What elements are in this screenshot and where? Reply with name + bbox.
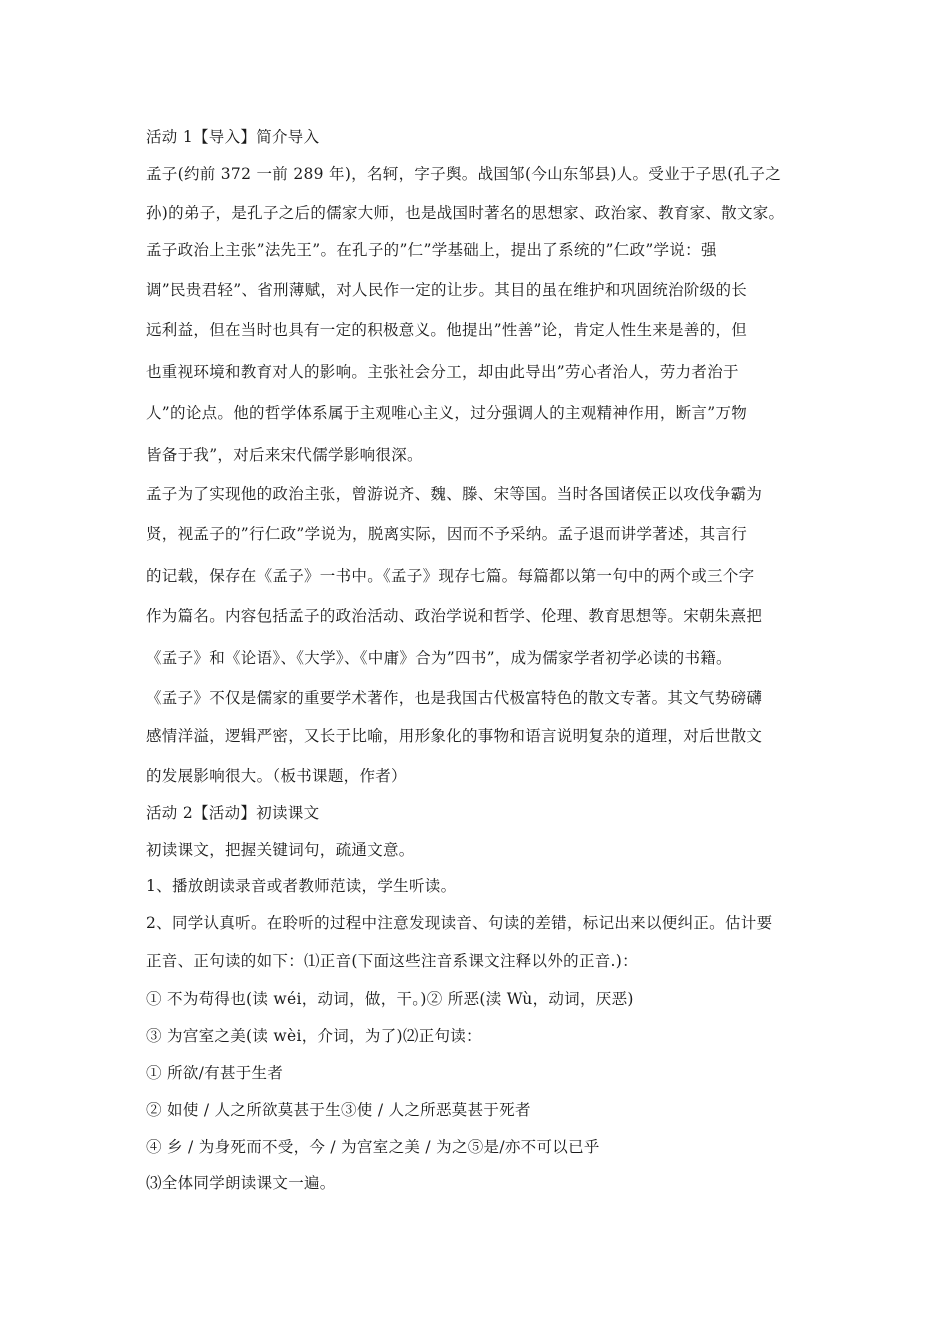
paragraph-line: 孟子为了实现他的政治主张，曾游说齐、魏、滕、宋等国。当时各国诸侯正以攻伐争霸为 [146, 485, 763, 503]
list-item: ⑶全体同学朗读课文一遍。 [146, 1174, 336, 1192]
paragraph-line: 1、播放朗读录音或者教师范读，学生听读。 [146, 877, 457, 895]
paragraph-line: 孟子(约前 372 一前 289 年)，名轲，字子舆。战国邹(今山东邹县)人。受业于子思(孔子之 [146, 165, 782, 183]
paragraph-line: 2、同学认真听。在聆听的过程中注意发现读音、句读的差错，标记出来以便纠正。估计要 [146, 914, 773, 932]
paragraph-line: 贤，视孟子的”行仁政”学说为，脱离实际，因而不予采纳。孟子退而讲学著述，其言行 [146, 525, 748, 543]
paragraph-line: 皆备于我”，对后来宋代儒学影响很深。 [146, 446, 423, 464]
paragraph-line: 人”的论点。他的哲学体系属于主观唯心主义，过分强调人的主观精神作用，断言”万物 [146, 404, 748, 422]
paragraph-line: 正音、正句读的如下：⑴正音(下面这些注音系课文注释以外的正音.)： [146, 952, 638, 970]
list-item: ④ 乡 / 为身死而不受，今 / 为宫室之美 / 为之⑤是/亦不可以已乎 [146, 1138, 600, 1156]
paragraph-line: 初读课文，把握关键词句，疏通文意。 [146, 841, 415, 859]
paragraph-line: 感情洋溢，逻辑严密，又长于比喻，用形象化的事物和语言说明复杂的道理，对后世散文 [146, 727, 763, 745]
heading-activity-2: 活动 2【活动】初读课文 [146, 804, 320, 822]
paragraph-line: 远利益，但在当时也具有一定的积极意义。他提出”性善”论，肯定人性生来是善的，但 [146, 321, 748, 339]
paragraph-line: 也重视环境和教育对人的影响。主张社会分工，却由此导出”劳心者治人，劳力者治于 [146, 363, 739, 381]
heading-activity-1: 活动 1【导入】简介导入 [146, 128, 320, 146]
paragraph-line: 《孟子》不仅是儒家的重要学术著作，也是我国古代极富特色的散文专著。其文气势磅礴 [146, 689, 763, 707]
paragraph-line: 孟子政治上主张”法先王”。在孔子的”仁”学基础上，提出了系统的”仁政”学说：强 [146, 241, 717, 259]
paragraph-line: 作为篇名。内容包括孟子的政治活动、政治学说和哲学、伦理、教育思想等。宋朝朱熹把 [146, 607, 763, 625]
paragraph-line: 孙)的弟子，是孔子之后的儒家大师，也是战国时著名的思想家、政治家、教育家、散文家。 [146, 204, 785, 222]
list-item: ② 如使 / 人之所欲莫甚于生③使 / 人之所恶莫甚于死者 [146, 1101, 531, 1119]
paragraph-line: 的记载，保存在《孟子》一书中。《孟子》现存七篇。每篇都以第一句中的两个或三个字 [146, 567, 755, 585]
list-item: ① 不为苟得也(读 wéi，动词，做，干。)② 所恶(渎 Wù，动词，厌恶) [146, 990, 634, 1008]
paragraph-line: 的发展影响很大。（板书课题，作者） [146, 767, 407, 785]
paragraph-line: 调”民贵君轻”、省刑薄赋，对人民作一定的让步。其目的虽在维护和巩固统治阶级的长 [146, 281, 748, 299]
list-item: ① 所欲/有甚于生者 [146, 1064, 284, 1082]
list-item: ③ 为宫室之美(读 wèi，介词，为了)⑵正句读： [146, 1027, 482, 1045]
paragraph-line: 《孟子》和《论语》、《大学》、《中庸》合为”四书”，成为儒家学者初学必读的书籍。 [146, 649, 732, 667]
